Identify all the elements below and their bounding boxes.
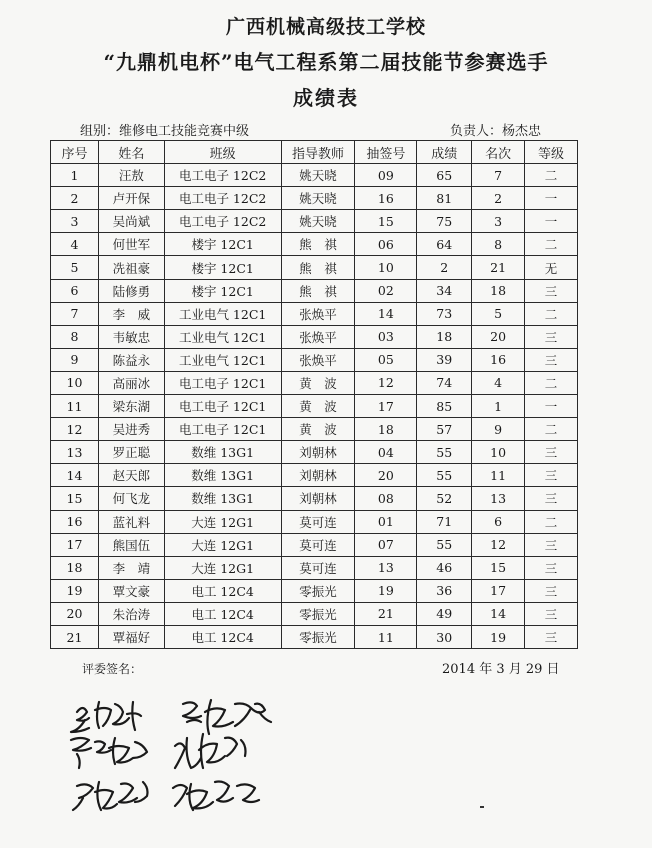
table-cell: 03 (355, 325, 417, 348)
table-cell: 14 (51, 464, 99, 487)
table-cell: 02 (355, 279, 417, 302)
group-label: 组别：维修电工技能竞赛中级 (80, 124, 250, 139)
table-cell: 熊国伍 (98, 533, 164, 556)
table-cell: 71 (417, 510, 472, 533)
table-cell: 一 (525, 395, 578, 418)
table-cell: 朱治涛 (98, 602, 164, 625)
table-cell: 二 (525, 164, 578, 187)
table-cell: 1 (472, 395, 525, 418)
table-cell: 工业电气 12C1 (164, 325, 281, 348)
table-cell: 陆修勇 (98, 279, 164, 302)
table-row (51, 164, 578, 187)
table-cell: 三 (525, 441, 578, 464)
table-cell: 21 (51, 625, 99, 648)
table-cell: 34 (417, 279, 472, 302)
table-cell: 52 (417, 487, 472, 510)
table-cell: 12 (51, 418, 99, 441)
table-cell: 大连 12G1 (164, 556, 281, 579)
table-row (51, 302, 578, 325)
table-cell: 黄 波 (281, 395, 355, 418)
table-cell: 卢开保 (98, 187, 164, 210)
table-cell: 04 (355, 441, 417, 464)
table-cell: 09 (355, 164, 417, 187)
table-cell: 1 (51, 164, 99, 187)
table-cell: 莫可连 (281, 533, 355, 556)
table-cell: 吴尚斌 (98, 210, 164, 233)
table-cell: 85 (417, 395, 472, 418)
table-cell: 电工 12C4 (164, 579, 281, 602)
table-cell: 二 (525, 510, 578, 533)
table-cell: 张焕平 (281, 325, 355, 348)
table-cell: 18 (51, 556, 99, 579)
table-cell: 74 (417, 371, 472, 394)
table-row (51, 371, 578, 394)
table-cell: 6 (472, 510, 525, 533)
table-cell: 李 威 (98, 302, 164, 325)
table-cell: 4 (472, 371, 525, 394)
table-cell: 16 (472, 348, 525, 371)
table-cell: 电工电子 12C1 (164, 371, 281, 394)
table-cell: 49 (417, 602, 472, 625)
table-cell: 韦敏忠 (98, 325, 164, 348)
table-cell: 14 (355, 302, 417, 325)
header-cell: 姓名 (98, 141, 164, 164)
table-cell: 2 (51, 187, 99, 210)
table-cell: 10 (355, 256, 417, 279)
table-cell: 黄 波 (281, 371, 355, 394)
table-cell: 电工 12C4 (164, 625, 281, 648)
table-cell: 55 (417, 533, 472, 556)
table-cell: 熊 祺 (281, 279, 355, 302)
table-cell: 电工电子 12C2 (164, 164, 281, 187)
table-cell: 姚天晓 (281, 187, 355, 210)
table-cell: 19 (355, 579, 417, 602)
table-cell: 17 (355, 395, 417, 418)
table-row (51, 348, 578, 371)
table-row (51, 510, 578, 533)
table-cell: 55 (417, 441, 472, 464)
table-cell: 张焕平 (281, 348, 355, 371)
table-cell: 3 (51, 210, 99, 233)
table-cell: 三 (525, 556, 578, 579)
table-cell: 三 (525, 325, 578, 348)
table-cell: 18 (355, 418, 417, 441)
table-cell: 12 (472, 533, 525, 556)
table-row (51, 625, 578, 648)
table-cell: 01 (355, 510, 417, 533)
table-cell: 电工电子 12C2 (164, 210, 281, 233)
table-row (51, 418, 578, 441)
table-row (51, 395, 578, 418)
table-row (51, 441, 578, 464)
table-cell: 5 (472, 302, 525, 325)
table-cell: 二 (525, 371, 578, 394)
table-row (51, 233, 578, 256)
table-cell: 二 (525, 233, 578, 256)
table-cell: 10 (51, 371, 99, 394)
table-cell: 9 (472, 418, 525, 441)
table-cell: 冼祖豪 (98, 256, 164, 279)
table-cell: 18 (472, 279, 525, 302)
table-cell: 楼宇 12C1 (164, 279, 281, 302)
table-cell: 三 (525, 579, 578, 602)
table-cell: 电工 12C4 (164, 602, 281, 625)
table-cell: 15 (51, 487, 99, 510)
table-cell: 57 (417, 418, 472, 441)
judges-signature-label: 评委签名： (82, 662, 143, 676)
table-cell: 07 (355, 533, 417, 556)
table-cell: 汪敖 (98, 164, 164, 187)
table-cell: 莫可连 (281, 556, 355, 579)
table-cell: 46 (417, 556, 472, 579)
table-cell: 14 (472, 602, 525, 625)
table-cell: 工业电气 12C1 (164, 302, 281, 325)
table-cell: 17 (472, 579, 525, 602)
header-cell: 班级 (164, 141, 281, 164)
document-date: 2014 年 3 月 29 日 (442, 662, 560, 677)
table-cell: 数维 13G1 (164, 487, 281, 510)
table-cell: 数维 13G1 (164, 441, 281, 464)
responsible-person: 负责人：杨杰忠 (450, 124, 542, 139)
table-cell: 11 (51, 395, 99, 418)
table-cell: 一 (525, 210, 578, 233)
table-cell: 16 (51, 510, 99, 533)
table-cell: 8 (51, 325, 99, 348)
scan-mark (480, 806, 484, 808)
table-cell: 三 (525, 602, 578, 625)
table-cell: 三 (525, 625, 578, 648)
table-cell: 张焕平 (281, 302, 355, 325)
table-cell: 2 (472, 187, 525, 210)
table-cell: 黄 波 (281, 418, 355, 441)
table-cell: 蓝礼料 (98, 510, 164, 533)
table-body (51, 164, 578, 649)
header-cell: 序号 (51, 141, 99, 164)
table-row (51, 256, 578, 279)
table-cell: 13 (51, 441, 99, 464)
table-cell: 梁东湖 (98, 395, 164, 418)
table-cell: 9 (51, 348, 99, 371)
document-title: 成绩表 (293, 86, 359, 110)
table-cell: 一 (525, 187, 578, 210)
table-cell: 姚天晓 (281, 210, 355, 233)
table-cell: 65 (417, 164, 472, 187)
table-cell: 19 (51, 579, 99, 602)
table-cell: 陈益永 (98, 348, 164, 371)
table-cell: 36 (417, 579, 472, 602)
table-cell: 20 (355, 464, 417, 487)
table-row (51, 579, 578, 602)
table-row (51, 325, 578, 348)
header-cell: 名次 (472, 141, 525, 164)
table-row (51, 210, 578, 233)
table-cell: 2 (417, 256, 472, 279)
table-cell: 81 (417, 187, 472, 210)
table-cell: 4 (51, 233, 99, 256)
table-header-row (51, 141, 578, 164)
table-cell: 姚天晓 (281, 164, 355, 187)
table-cell: 三 (525, 464, 578, 487)
table-cell: 16 (355, 187, 417, 210)
table-row (51, 279, 578, 302)
table-cell: 零振光 (281, 602, 355, 625)
table-cell: 楼宇 12C1 (164, 256, 281, 279)
table-cell: 熊 祺 (281, 233, 355, 256)
results-table (50, 140, 578, 649)
table-cell: 数维 13G1 (164, 464, 281, 487)
table-cell: 18 (417, 325, 472, 348)
table-cell: 大连 12G1 (164, 533, 281, 556)
table-cell: 15 (472, 556, 525, 579)
table-cell: 三 (525, 487, 578, 510)
table-cell: 三 (525, 348, 578, 371)
table-cell: 17 (51, 533, 99, 556)
header-cell: 指导教师 (281, 141, 355, 164)
table-cell: 15 (355, 210, 417, 233)
table-cell: 电工电子 12C2 (164, 187, 281, 210)
school-name: 广西机械高级技工学校 (225, 16, 426, 38)
table-cell: 二 (525, 418, 578, 441)
table-cell: 工业电气 12C1 (164, 348, 281, 371)
table-cell: 64 (417, 233, 472, 256)
table-cell: 零振光 (281, 579, 355, 602)
table-cell: 13 (472, 487, 525, 510)
table-cell: 罗正聪 (98, 441, 164, 464)
table-cell: 11 (355, 625, 417, 648)
table-cell: 李 靖 (98, 556, 164, 579)
table-cell: 三 (525, 279, 578, 302)
header-cell: 抽签号 (355, 141, 417, 164)
table-cell: 二 (525, 302, 578, 325)
table-cell: 21 (355, 602, 417, 625)
table-cell: 7 (51, 302, 99, 325)
header-cell: 等级 (525, 141, 578, 164)
table-cell: 刘朝林 (281, 441, 355, 464)
table-cell: 20 (51, 602, 99, 625)
table-cell: 10 (472, 441, 525, 464)
header-cell: 成绩 (417, 141, 472, 164)
table-row (51, 187, 578, 210)
table-cell: 零振光 (281, 625, 355, 648)
table-row (51, 602, 578, 625)
table-cell: 08 (355, 487, 417, 510)
table-cell: 三 (525, 533, 578, 556)
table-cell: 刘朝林 (281, 487, 355, 510)
table-cell: 75 (417, 210, 472, 233)
table-cell: 06 (355, 233, 417, 256)
table-cell: 21 (472, 256, 525, 279)
table-cell: 5 (51, 256, 99, 279)
table-cell: 高丽冰 (98, 371, 164, 394)
table-row (51, 464, 578, 487)
table-cell: 13 (355, 556, 417, 579)
table-cell: 吴进秀 (98, 418, 164, 441)
table-cell: 覃文豪 (98, 579, 164, 602)
table-cell: 73 (417, 302, 472, 325)
table-cell: 赵天郎 (98, 464, 164, 487)
table-cell: 30 (417, 625, 472, 648)
table-cell: 11 (472, 464, 525, 487)
table-cell: 电工电子 12C1 (164, 395, 281, 418)
table-row (51, 487, 578, 510)
table-cell: 12 (355, 371, 417, 394)
table-cell: 电工电子 12C1 (164, 418, 281, 441)
table-cell: 熊 祺 (281, 256, 355, 279)
table-cell: 无 (525, 256, 578, 279)
table-cell: 刘朝林 (281, 464, 355, 487)
table-cell: 大连 12G1 (164, 510, 281, 533)
table-cell: 楼宇 12C1 (164, 233, 281, 256)
table-row (51, 556, 578, 579)
table-cell: 19 (472, 625, 525, 648)
table-cell: 39 (417, 348, 472, 371)
judge-signatures (55, 690, 355, 820)
table-cell: 7 (472, 164, 525, 187)
table-cell: 05 (355, 348, 417, 371)
table-cell: 覃福好 (98, 625, 164, 648)
table-cell: 何飞龙 (98, 487, 164, 510)
table-cell: 莫可连 (281, 510, 355, 533)
table-cell: 6 (51, 279, 99, 302)
event-title: “九鼎机电杯”电气工程系第二届技能节参赛选手 (103, 50, 549, 74)
table-cell: 3 (472, 210, 525, 233)
table-cell: 8 (472, 233, 525, 256)
table-cell: 何世军 (98, 233, 164, 256)
table-cell: 20 (472, 325, 525, 348)
table-cell: 55 (417, 464, 472, 487)
table-row (51, 533, 578, 556)
